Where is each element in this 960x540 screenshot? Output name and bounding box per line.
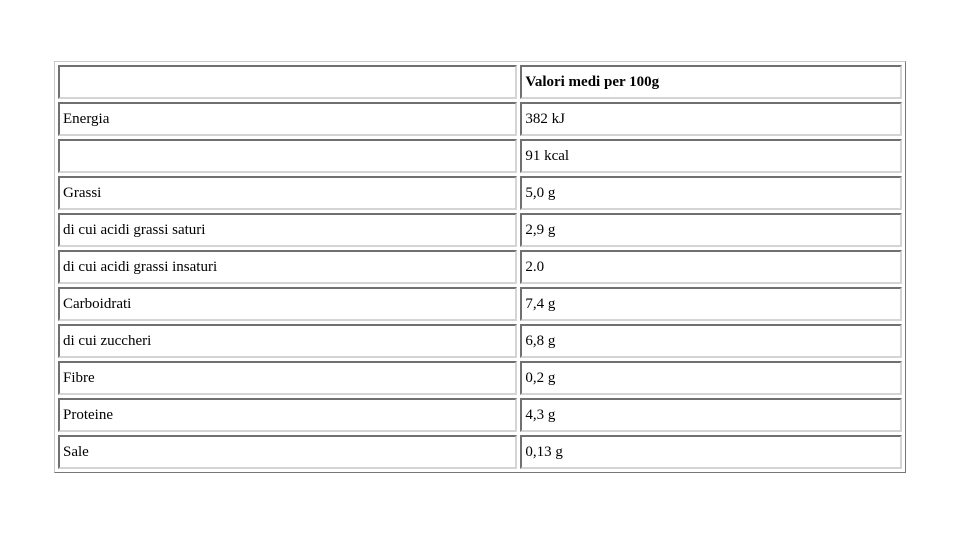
table-row — [58, 287, 902, 321]
nutrient-value: 6,8 g — [520, 324, 902, 358]
nutrient-value: 91 kcal — [520, 139, 902, 173]
nutrient-value: 382 kJ — [520, 102, 902, 136]
nutrient-value: 0,2 g — [520, 361, 902, 395]
nutrient-label: Grassi — [58, 176, 517, 210]
table-row — [58, 435, 902, 469]
nutrient-label: Carboidrati — [58, 287, 517, 321]
table-row — [58, 139, 902, 173]
header-label-cell — [58, 65, 517, 99]
nutrient-label: Proteine — [58, 398, 517, 432]
table-row — [58, 324, 902, 358]
nutrition-table — [54, 61, 906, 473]
nutrient-value: 2.0 — [520, 250, 902, 284]
table-row — [58, 213, 902, 247]
nutrient-value: 5,0 g — [520, 176, 902, 210]
nutrient-label: Sale — [58, 435, 517, 469]
nutrient-value: 4,3 g — [520, 398, 902, 432]
nutrient-label: Fibre — [58, 361, 517, 395]
table-row — [58, 176, 902, 210]
nutrient-label: Energia — [58, 102, 517, 136]
table-row — [58, 361, 902, 395]
table-row — [58, 250, 902, 284]
nutrient-label: di cui zuccheri — [58, 324, 517, 358]
nutrient-label: di cui acidi grassi insaturi — [58, 250, 517, 284]
table-header-row — [58, 65, 902, 99]
table-row — [58, 398, 902, 432]
nutrient-value: 7,4 g — [520, 287, 902, 321]
nutrient-label: di cui acidi grassi saturi — [58, 213, 517, 247]
nutrient-value: 0,13 g — [520, 435, 902, 469]
table-row — [58, 102, 902, 136]
nutrient-value: 2,9 g — [520, 213, 902, 247]
nutrient-label — [58, 139, 517, 173]
header-value-cell: Valori medi per 100g — [520, 65, 902, 99]
